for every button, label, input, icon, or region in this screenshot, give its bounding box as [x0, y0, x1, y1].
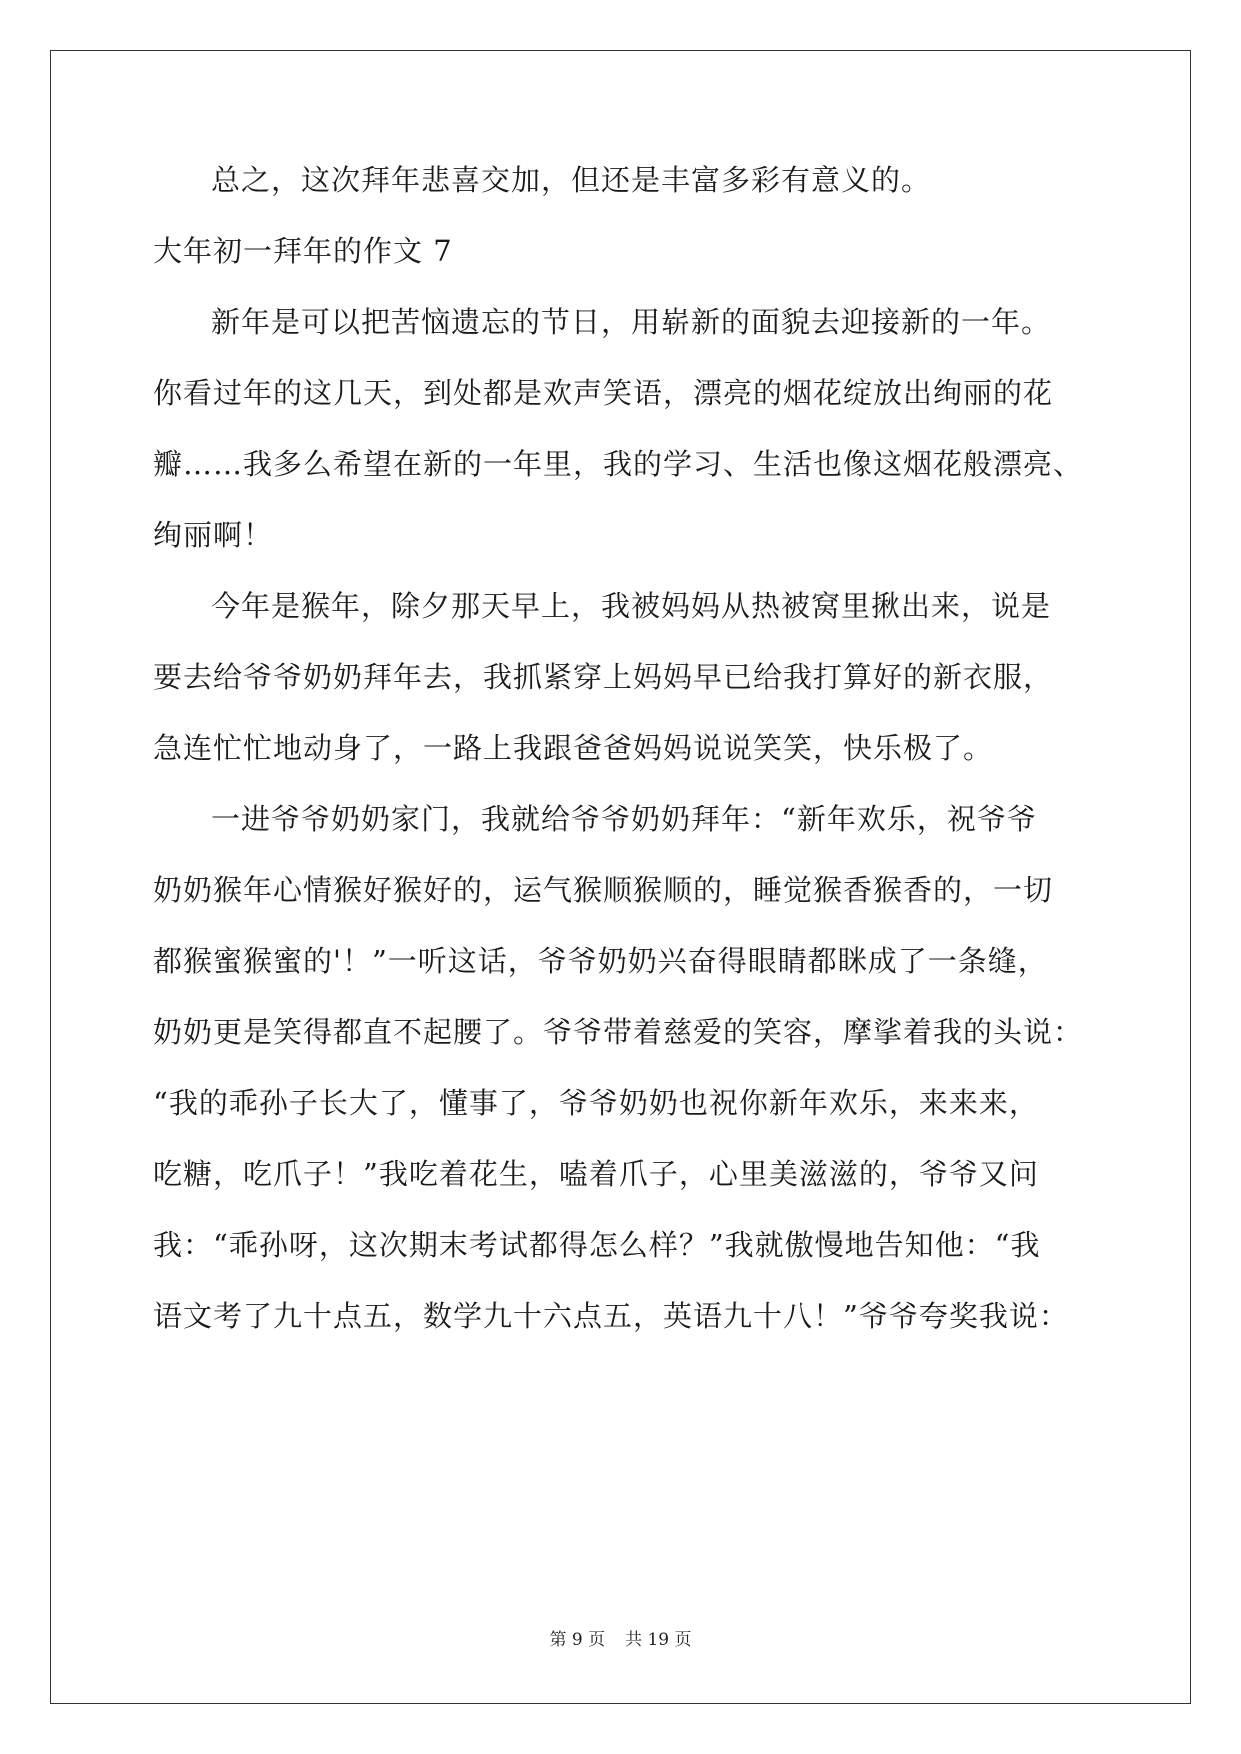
page-footer — [0, 1628, 1241, 1652]
paragraph-line: 要去给爷爷奶奶拜年去，我抓紧穿上妈妈早已给我打算好的新衣服， — [153, 660, 1054, 694]
paragraph-line: 奶奶猴年心情猴好猴好的，运气猴顺猴顺的，睡觉猴香猴香的，一切 — [153, 873, 1054, 907]
paragraph-line: 今年是猴年，除夕那天早上，我被妈妈从热被窝里揪出来，说是 — [211, 589, 1052, 623]
paragraph-line: 急连忙忙地动身了，一路上我跟爸爸妈妈说说笑笑，快乐极了。 — [153, 731, 994, 765]
paragraph-line: 绚丽啊！ — [153, 518, 274, 552]
paragraph-line: 新年是可以把苦恼遗忘的节日，用崭新的面貌去迎接新的一年。 — [211, 305, 1052, 339]
paragraph-line: “我的乖孙子长大了，懂事了，爷爷奶奶也祝你新年欢乐，来来来， — [153, 1086, 1039, 1120]
page-total: 共 19 页 — [625, 1630, 692, 1650]
page-number: 第 9 页 — [549, 1630, 606, 1650]
paragraph-line: 一进爷爷奶奶家门，我就给爷爷奶奶拜年：“新年欢乐，祝爷爷 — [211, 802, 1037, 836]
paragraph-line: 我：“乖孙呀，这次期末考试都得怎么样？”我就傲慢地告知他：“我 — [153, 1228, 1041, 1262]
section-heading: 大年初一拜年的作文 7 — [153, 234, 453, 268]
paragraph-line: 都猴蜜猴蜜的'！”一听这话，爷爷奶奶兴奋得眼睛都眯成了一条缝， — [153, 944, 1048, 978]
paragraph-line: 奶奶更是笑得都直不起腰了。爷爷带着慈爱的笑容，摩挲着我的头说： — [153, 1015, 1084, 1049]
paragraph-line: 你看过年的这几天，到处都是欢声笑语，漂亮的烟花绽放出绚丽的花 — [153, 376, 1054, 410]
paragraph-line: 总之，这次拜年悲喜交加，但还是丰富多彩有意义的。 — [211, 163, 932, 197]
paragraph-line: 瓣……我多么希望在新的一年里，我的学习、生活也像这烟花般漂亮、 — [153, 447, 1084, 481]
paragraph-line: 吃糖，吃爪子！”我吃着花生，嗑着爪子，心里美滋滋的，爷爷又问 — [153, 1157, 1039, 1191]
paragraph-line: 语文考了九十点五，数学九十六点五，英语九十八！”爷爷夸奖我说： — [153, 1299, 1069, 1333]
